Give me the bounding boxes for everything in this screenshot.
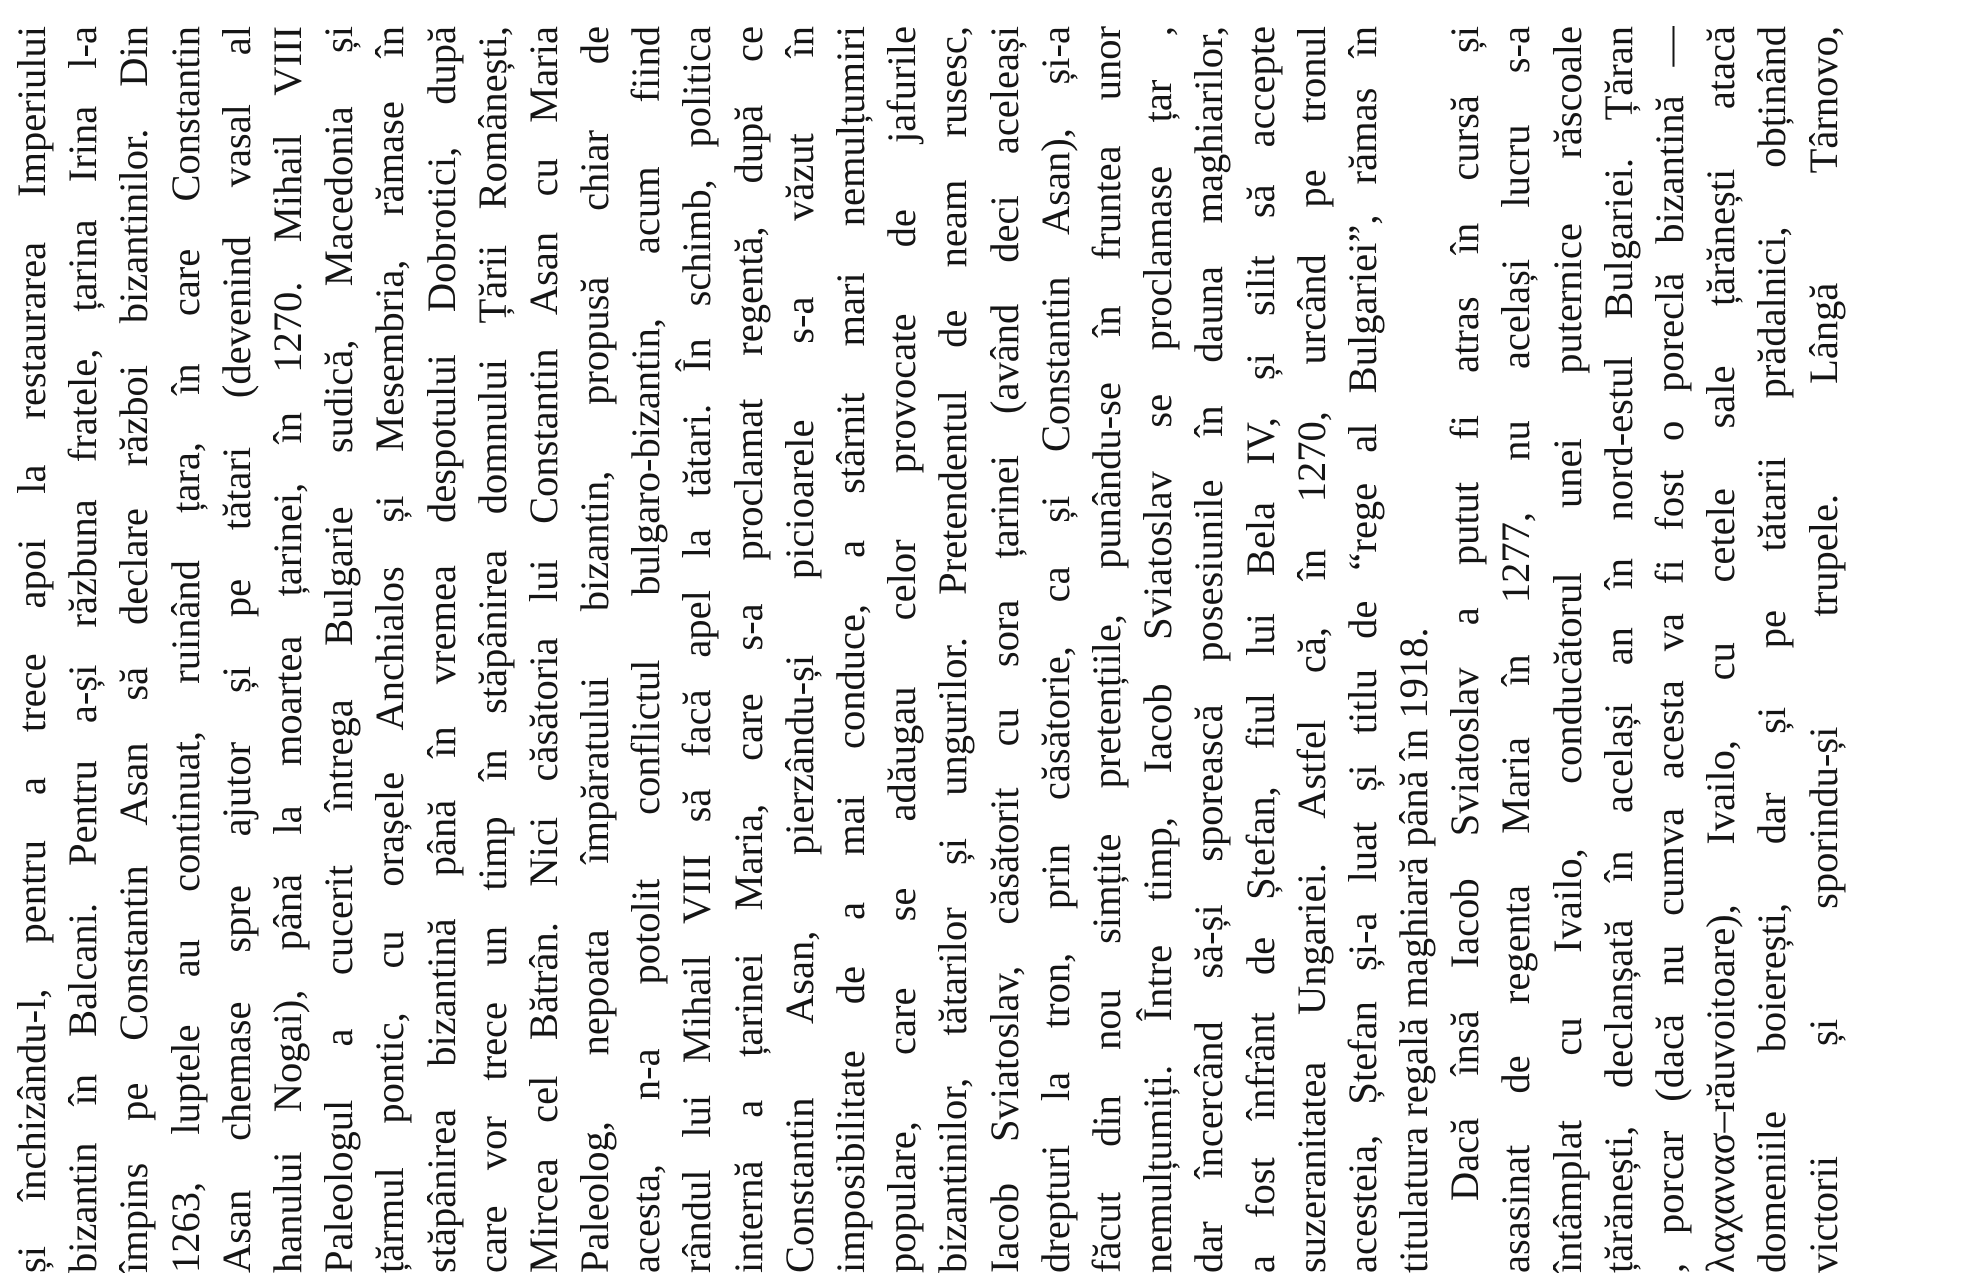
text-line-36: victorii și sporindu-și trupele. Lângă Târnovo, <box>1800 26 1846 1273</box>
text-line-31: întâmplat cu Ivailo, conducătorul unei puternice răscoale <box>1544 26 1590 1273</box>
text-line-25: a fost înfrânt de Ștefan, fiul lui Bela IV, și silit să accepte <box>1237 26 1283 1273</box>
text-line-7: Paleologul a cucerit întrega Bulgarie sudică, Macedonia și <box>316 26 362 1273</box>
text-line-34: λαχανασ–răuvoitoare), Ivailo, cu cetele sale țărănești atacă <box>1698 26 1744 1273</box>
text-line-27: acesteia, Ștefan și-a luat și titlu de “rege al Bulgariei”, rămas în <box>1339 26 1385 1273</box>
text-line-18: populare, care se adăugau celor provocate de jafurile <box>879 26 925 1273</box>
text-line-32: țărănești, declanșată în același an în nord-estul Bulgariei. Țăran <box>1595 26 1641 1273</box>
text-line-21: drepturi la tron, prin căsătorie, ca și Constantin Asan), și-a <box>1032 26 1078 1273</box>
text-line-26: suzeranitatea Ungariei. Astfel că, în 1270, urcând pe tronul <box>1288 26 1334 1273</box>
text-line-9: stăpânirea bizantină până în vremea despotului Dobrotici, după <box>418 26 464 1273</box>
text-line-35: domeniile boierești, dar și pe tătarii prădalnici, obținând <box>1749 26 1795 1273</box>
text-line-10: care vor trece un timp în stăpânirea domnului Țării Românești, <box>469 26 515 1273</box>
text-line-20: Iacob Sviatoslav, căsătorit cu sora țarinei (având deci aceleași <box>981 26 1027 1273</box>
text-line-6: hanului Nogai), până la moartea țarinei, în 1270. Mihail VIII <box>264 26 310 1273</box>
text-line-12: Paleolog, nepoata împăratului bizantin, propusă chiar de <box>572 26 618 1273</box>
text-line-5: Asan chemase spre ajutor și pe tătari (devenind vasal al <box>213 26 259 1273</box>
text-line-11: Mircea cel Bătrân. Nici căsătoria lui Constantin Asan cu Maria <box>520 26 566 1273</box>
text-line-17: imposibilitate de a mai conduce, a stârnit mari nemulțumiri <box>828 26 873 1273</box>
text-line-1: și închizându-l, pentru a trece apoi la restaurarea Imperiului <box>9 26 54 1273</box>
text-line-4: 1263, luptele au continuat, ruinând țara, în care Constantin <box>162 26 208 1273</box>
text-line-14: rândul lui Mihail VIII să facă apel la tătari. În schimb, politica <box>674 26 720 1273</box>
text-line-8: țărmul pontic, cu orașele Anchialos și Mesembria, rămase în <box>367 26 413 1273</box>
text-line-19: bizantinilor, tătarilor și ungurilor. Pretendentul de neam rusesc, <box>930 26 976 1273</box>
text-line-29: Dacă însă Iacob Sviatoslav a putut fi atras în cursă și <box>1442 26 1488 1201</box>
text-line-23: nemulțumiți. Între timp, Iacob Sviatoslav se proclamase țar , <box>1135 26 1181 1273</box>
text-line-28: titulatura regală maghiară până în 1918. <box>1391 627 1437 1273</box>
text-line-16: Constantin Asan, pierzându-și picioarele s-a văzut în <box>776 26 822 1273</box>
text-line-33: , porcar (dacă nu cumva acesta va fi fost o poreclă bizantină — <box>1647 26 1692 1273</box>
text-line-3: împins pe Constantin Asan să declare război bizantinilor. Din <box>111 26 157 1273</box>
text-line-13: acesta, n-a potolit conflictul bulgaro-bizantin, acum fiind <box>623 26 669 1273</box>
text-line-15: internă a țarinei Maria, care s-a proclamat regentă, după ce <box>725 26 771 1273</box>
text-line-30: asasinat de regenta Maria în 1277, nu același lucru s-a <box>1493 26 1539 1273</box>
text-line-2: bizantin în Balcani. Pentru a-și răzbuna fratele, țarina Irina l-a <box>60 26 106 1273</box>
text-line-24: dar încercând să-și sporească posesiunile în dauna maghiarilor, <box>1186 26 1232 1273</box>
text-line-22: făcut din nou simțite pretențiile, punându-se în fruntea unor <box>1083 26 1129 1273</box>
